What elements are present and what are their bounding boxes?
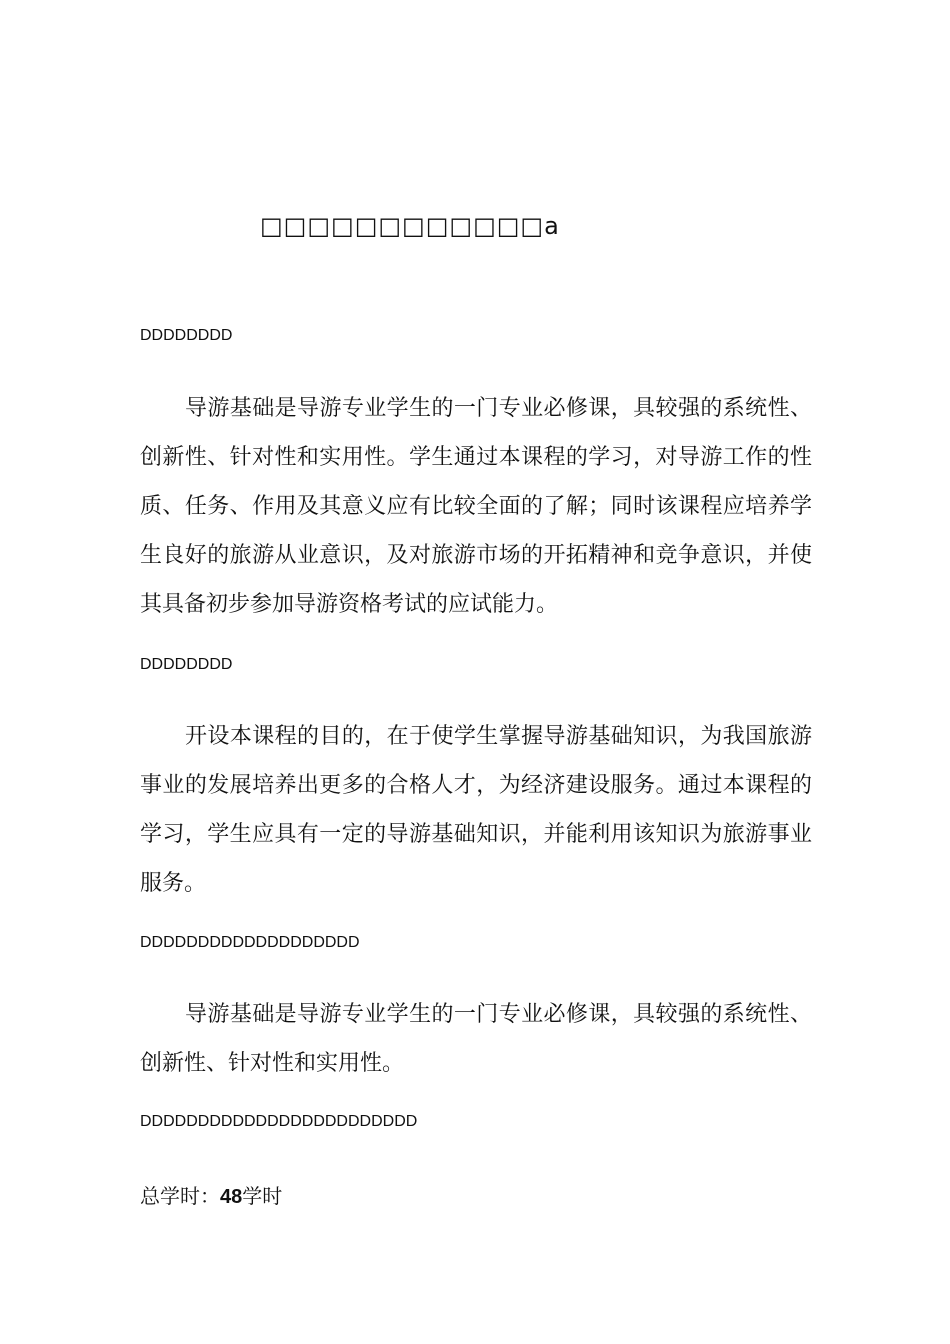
section-paragraph-1: 导游基础是导游专业学生的一门专业必修课，具较强的系统性、创新性、针对性和实用性。学生通过本课程的学习，对导游工作的性质、任务、作用及其意义应有比较全面的了解；同时该课程应培养学生良好的旅游从业意识，及对旅游市场的开拓精神和竞争意识，并使其具备初步参加导游资格考试的应试能力。	[140, 396, 812, 617]
total-hours-unit: 学时	[242, 1184, 283, 1208]
section-heading-1: DDDDDDDD	[140, 327, 233, 344]
total-hours-label: 总学时：	[140, 1184, 220, 1208]
total-hours	[140, 1180, 282, 1209]
section-paragraph-2: 开设本课程的目的，在于使学生掌握导游基础知识，为我国旅游事业的发展培养出更多的合格人才，为经济建设服务。通过本课程的学习，学生应具有一定的导游基础知识，并能利用该知识为旅游事业服务。	[140, 724, 812, 896]
section-heading-2: DDDDDDDD	[140, 656, 233, 673]
section-heading-4: DDDDDDDDDDDDDDDDDDDDDDDD	[140, 1113, 418, 1130]
page-title: □□□□□□□□□□□□a	[260, 212, 560, 240]
section-heading-3: DDDDDDDDDDDDDDDDDDD	[140, 934, 360, 951]
total-hours-value: 48	[220, 1186, 243, 1208]
section-paragraph-3: 导游基础是导游专业学生的一门专业必修课，具较强的系统性、创新性、针对性和实用性。	[140, 1002, 812, 1076]
